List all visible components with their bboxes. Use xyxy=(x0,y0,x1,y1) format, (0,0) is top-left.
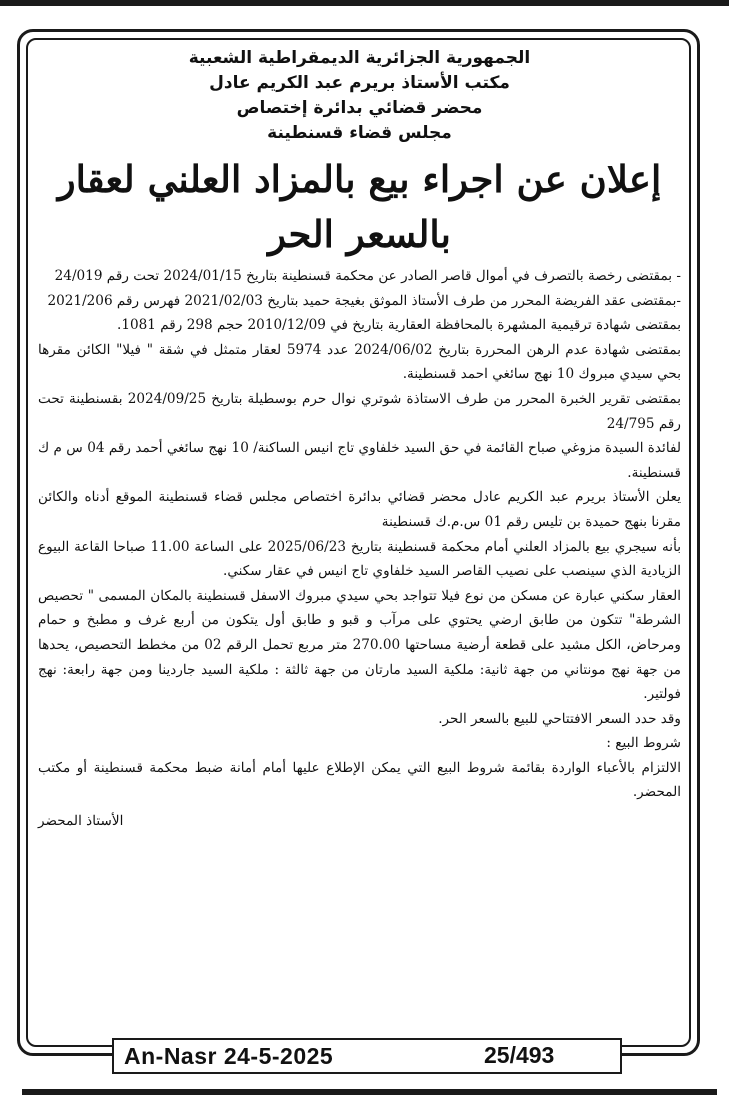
announcement-title xyxy=(38,152,681,262)
paragraph-expert-report: بمقتضى تقرير الخبرة المحرر من طرف الاستاذة شوتري نوال حرم بوسطيلة بتاريخ 2024/09/25 بقسنطينة تحت رقم 24/795 xyxy=(38,390,681,432)
header-bailiff: محضر قضائي بدائرة إختصاص xyxy=(236,98,483,118)
publication-footer xyxy=(112,1038,622,1074)
title-line-2: بالسعر الحر xyxy=(268,212,451,256)
publication-name-date: An-Nasr 24-5-2025 xyxy=(124,1043,334,1069)
paragraph-registration-certificate: بمقتضى شهادة ترقيمية المشهرة بالمحافظة العقارية بتاريخ في 2010/12/09 حجم 298 رقم 1081. xyxy=(117,317,681,334)
paragraph-sale-conditions-heading: شروط البيع : xyxy=(606,735,681,752)
bottom-rule xyxy=(22,1089,717,1095)
paragraph-property-description: العقار سكني عبارة عن مسكن من نوع فيلا تتواجد بحي سيدي مبروك الاسفل قسنطينة بالمكان المسمى " تحصيص الشرطة" تتكون من طابق ارضي يحتوي على مرآب و قبو و طابق أول يتكون من أربع غرف و مطبخ و حمام ومرحاض، الكل مشيد على قطعة أرضية مساحتها 270.00 متر مربع تحمل الرقم 02 من مخطط التحصيص، يحدها من جهة نهج مونتاني من جهة ثانية: ملكية السيد مارتان من جهة ثالثة : ملكية السيد جاردينا ومن جهة رابعة: نهج فولتير. xyxy=(38,587,681,703)
paragraph-inheritance-deed: -بمقتضى عقد الفريضة المحرر من طرف الأستاذ الموثق بغيجة حميد بتاريخ 2021/02/03 فهرس رقم 2021/206 xyxy=(47,292,681,309)
top-rule xyxy=(0,0,729,6)
publication-page-number: 25/493 xyxy=(484,1042,555,1068)
paragraph-auction-date: بأنه سيجري بيع بالمزاد العلني أمام محكمة قسنطينة بتاريخ 2025/06/23 على الساعة 11.00 صباحا القاعة البيوع الزيادية الذي سينصب على نصيب القاصر السيد خلفاوي تاج انيس في عقار سكني. xyxy=(38,538,681,580)
header-office: مكتب الأستاذ بريرم عبد الكريم عادل xyxy=(209,73,510,93)
signature: الأستاذ المحضر xyxy=(38,813,124,830)
paragraph-beneficiary: لفائدة السيدة مزوغي صباح القائمة في حق السيد خلفاوي تاج انيس الساكنة/ 10 نهج سائغي أحمد رقم 04 س م ك قسنطينة. xyxy=(38,440,682,481)
header-republic: الجمهورية الجزائرية الديمقراطية الشعبية xyxy=(188,48,531,68)
paragraph-sale-conditions: الالتزام بالأعباء الواردة بقائمة شروط البيع التي يمكن الإطلاع عليها أمام أمانة ضبط محكمة قسنطينة أو مكتب المحضر. xyxy=(38,759,681,801)
paragraph-bailiff-announces: يعلن الأستاذ بريرم عبد الكريم عادل محضر قضائي بدائرة اختصاص مجلس قضاء قسنطينة الموقع أدناه والكائن مقرنا بنهج حميدة بن تليس رقم 01 س.م.ك قسنطينة xyxy=(38,489,681,530)
announcement-content xyxy=(38,46,681,1046)
header-court: مجلس قضاء قسنطينة xyxy=(267,123,452,143)
title-line-1: إعلان عن اجراء بيع بالمزاد العلني لعقار xyxy=(57,157,662,201)
paragraph-no-mortgage: بمقتضى شهادة عدم الرهن المحررة بتاريخ 2024/06/02 عدد 5974 لعقار متمثل في شقة " فيلا" الكائن مقرها بحي سيدي مبروك 10 نهج سائغي احمد قسنطينة. xyxy=(38,341,681,383)
paragraph-license: - بمقتضى رخصة بالتصرف في أموال قاصر الصادر عن محكمة قسنطينة بتاريخ 2024/01/15 تحت رقم 24/019 xyxy=(54,268,681,284)
paragraph-opening-price: وقد حدد السعر الافتتاحي للبيع بالسعر الحر. xyxy=(438,710,681,727)
